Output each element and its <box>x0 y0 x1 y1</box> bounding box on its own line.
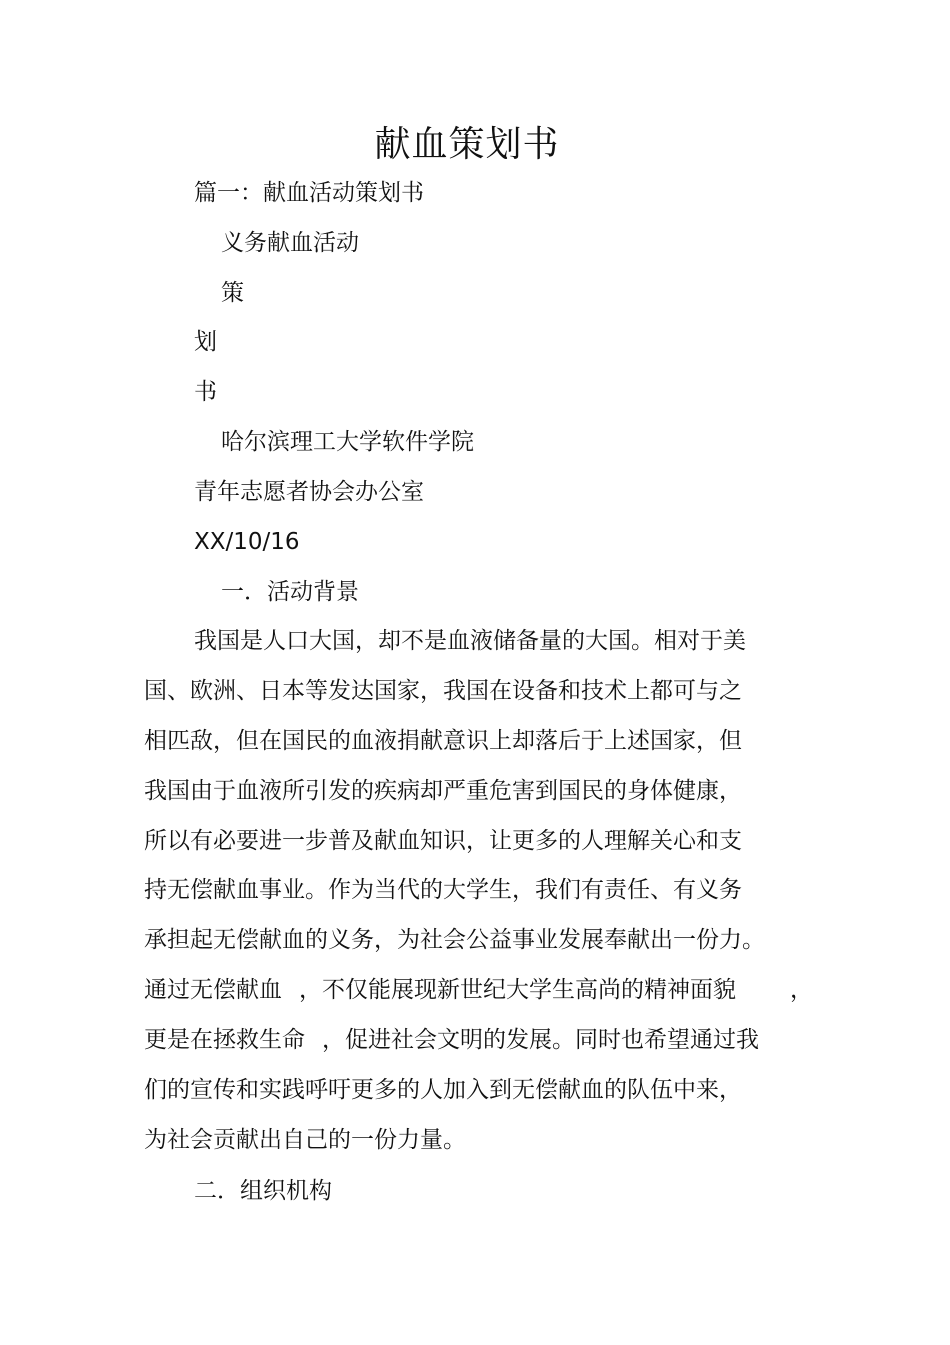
body-line: 我国是人口大国，却不是血液储备量的大国。相对于美 <box>194 628 746 654</box>
document-title: 献血策划书 <box>374 124 560 165</box>
org-school: 哈尔滨理工大学软件学院 <box>221 429 474 455</box>
body-line <box>144 974 813 1024</box>
document-date: XX/10/16 <box>194 529 300 555</box>
body-line: 们的宣传和实践呼吁更多的人加入到无偿献血的队伍中来， <box>144 1077 742 1104</box>
body-line-segment: 更是在拯救生命 <box>144 1027 305 1054</box>
body-line: 相匹敌，但在国民的血液捐献意识上却落后于上述国家，但 <box>144 727 742 754</box>
body-line <box>144 1024 764 1074</box>
document-subtitle: 篇一：献血活动策划书 <box>194 180 424 206</box>
body-line: 国、欧洲、日本等发达国家，我国在设备和技术上都可与之 <box>144 677 742 704</box>
body-line-segment: ，不仅能展现新世纪大学生高尚的精神面貌 <box>299 977 736 1004</box>
section2-title: 二．组织机构 <box>194 1178 332 1204</box>
body-line: 我国由于血液所引发的疾病却严重危害到国民的身体健康， <box>144 777 742 804</box>
body-line: 持无偿献血事业。作为当代的大学生，我们有责任、有义务 <box>144 877 742 904</box>
section1-body <box>144 625 813 1174</box>
body-line: 承担起无偿献血的义务，为社会公益事业发展奉献出一份力。 <box>144 927 765 954</box>
body-line-segment: ，促进社会文明的发展。同时也希望通过我 <box>322 1027 759 1054</box>
heading-char-shu: 书 <box>194 379 217 405</box>
body-line: 为社会贡献出自己的一份力量。 <box>144 1126 466 1153</box>
heading-char-ce: 策 <box>221 280 244 306</box>
heading-activity: 义务献血活动 <box>221 230 359 256</box>
body-line: 所以有必要进一步普及献血知识，让更多的人理解关心和支 <box>144 827 742 854</box>
section1-title: 一．活动背景 <box>221 579 359 605</box>
body-line-segment: ， <box>790 977 813 1004</box>
body-line-segment: 通过无偿献血 <box>144 977 282 1004</box>
org-office: 青年志愿者协会办公室 <box>194 479 424 505</box>
heading-char-hua: 划 <box>194 329 217 355</box>
